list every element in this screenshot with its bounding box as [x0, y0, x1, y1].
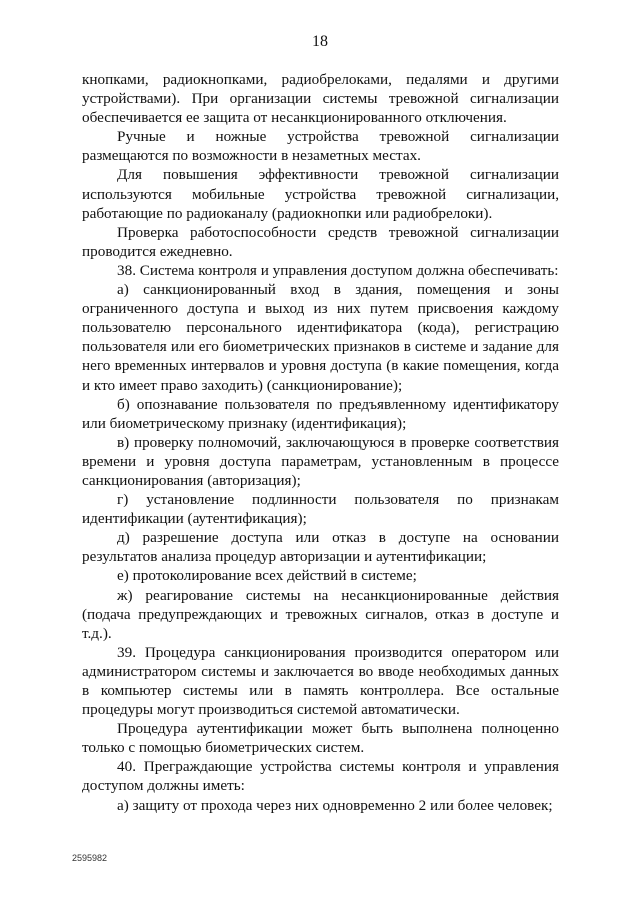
clause-38-item-b: б) опознавание пользователя по предъявленному идентификатору или биометрическому признаку (идентификация); — [82, 395, 559, 432]
clause-38-heading: 38. Система контроля и управления доступом должна обеспечивать: — [117, 261, 559, 279]
clause-38-item-d: д) разрешение доступа или отказ в доступе на основании результатов анализа процедур авторизации и аутентификации; — [82, 529, 559, 566]
page-number: 18 — [312, 33, 328, 50]
clause-38-item-g: г) установление подлинности пользователя по признакам идентификации (аутентификация); — [82, 491, 559, 528]
clause-38-item-e: е) протоколирование всех действий в системе; — [117, 567, 417, 585]
paragraph-continuation: кнопками, радиокнопками, радиобрелоками, педалями и другими устройствами). При организации системы тревожной сигнализации обеспечивается ее защита от несанкционированного отключения. — [82, 71, 559, 127]
clause-38-item-a: а) санкционированный вход в здания, помещения и зоны ограниченного доступа и выход из них путем присвоения каждому пользователю персонального идентификатора (кода), регистрацию пользователя или его биометрических признаков в системе и задание для него временных интервалов и уровня доступа (в какие помещения, когда и кто имеет право заходить) (санкционирование); — [82, 281, 559, 394]
paragraph-mobile-alarm-devices: Для повышения эффективности тревожной сигнализации используются мобильные устройства тревожной сигнализации, работающие по радиоканалу (радиокнопки или радиобрелоки). — [82, 166, 559, 222]
clause-38-item-zh: ж) реагирование системы на несанкционированные действия (подача предупреждающих и тревожных сигналов, отказ в доступе и т.д.). — [82, 586, 559, 642]
document-body — [82, 70, 559, 815]
paragraph-manual-alarm-devices: Ручные и ножные устройства тревожной сигнализации размещаются по возможности в незаметных местах. — [82, 128, 559, 165]
paragraph-authentication: Процедура аутентификации может быть выполнена полноценно только с помощью биометрических систем. — [82, 720, 559, 757]
document-code: 2595982 — [72, 853, 108, 863]
clause-39: 39. Процедура санкционирования производится оператором или администратором системы и заключается во вводе необходимых данных в компьютер системы или в память контроллера. Все остальные процедуры могут производиться системой автоматически. — [82, 643, 559, 719]
paragraph-daily-check: Проверка работоспособности средств тревожной сигнализации проводится ежедневно. — [82, 223, 559, 260]
clause-38-item-v: в) проверку полномочий, заключающуюся в проверке соответствия времени и уровня доступа параметрам, установленным в процессе санкционирования (авторизация); — [82, 433, 559, 489]
clause-40-item-a: а) защиту от прохода через них одновременно 2 или более человек; — [117, 796, 553, 814]
clause-40-heading: 40. Преграждающие устройства системы контроля и управления доступом должны иметь: — [82, 758, 559, 795]
